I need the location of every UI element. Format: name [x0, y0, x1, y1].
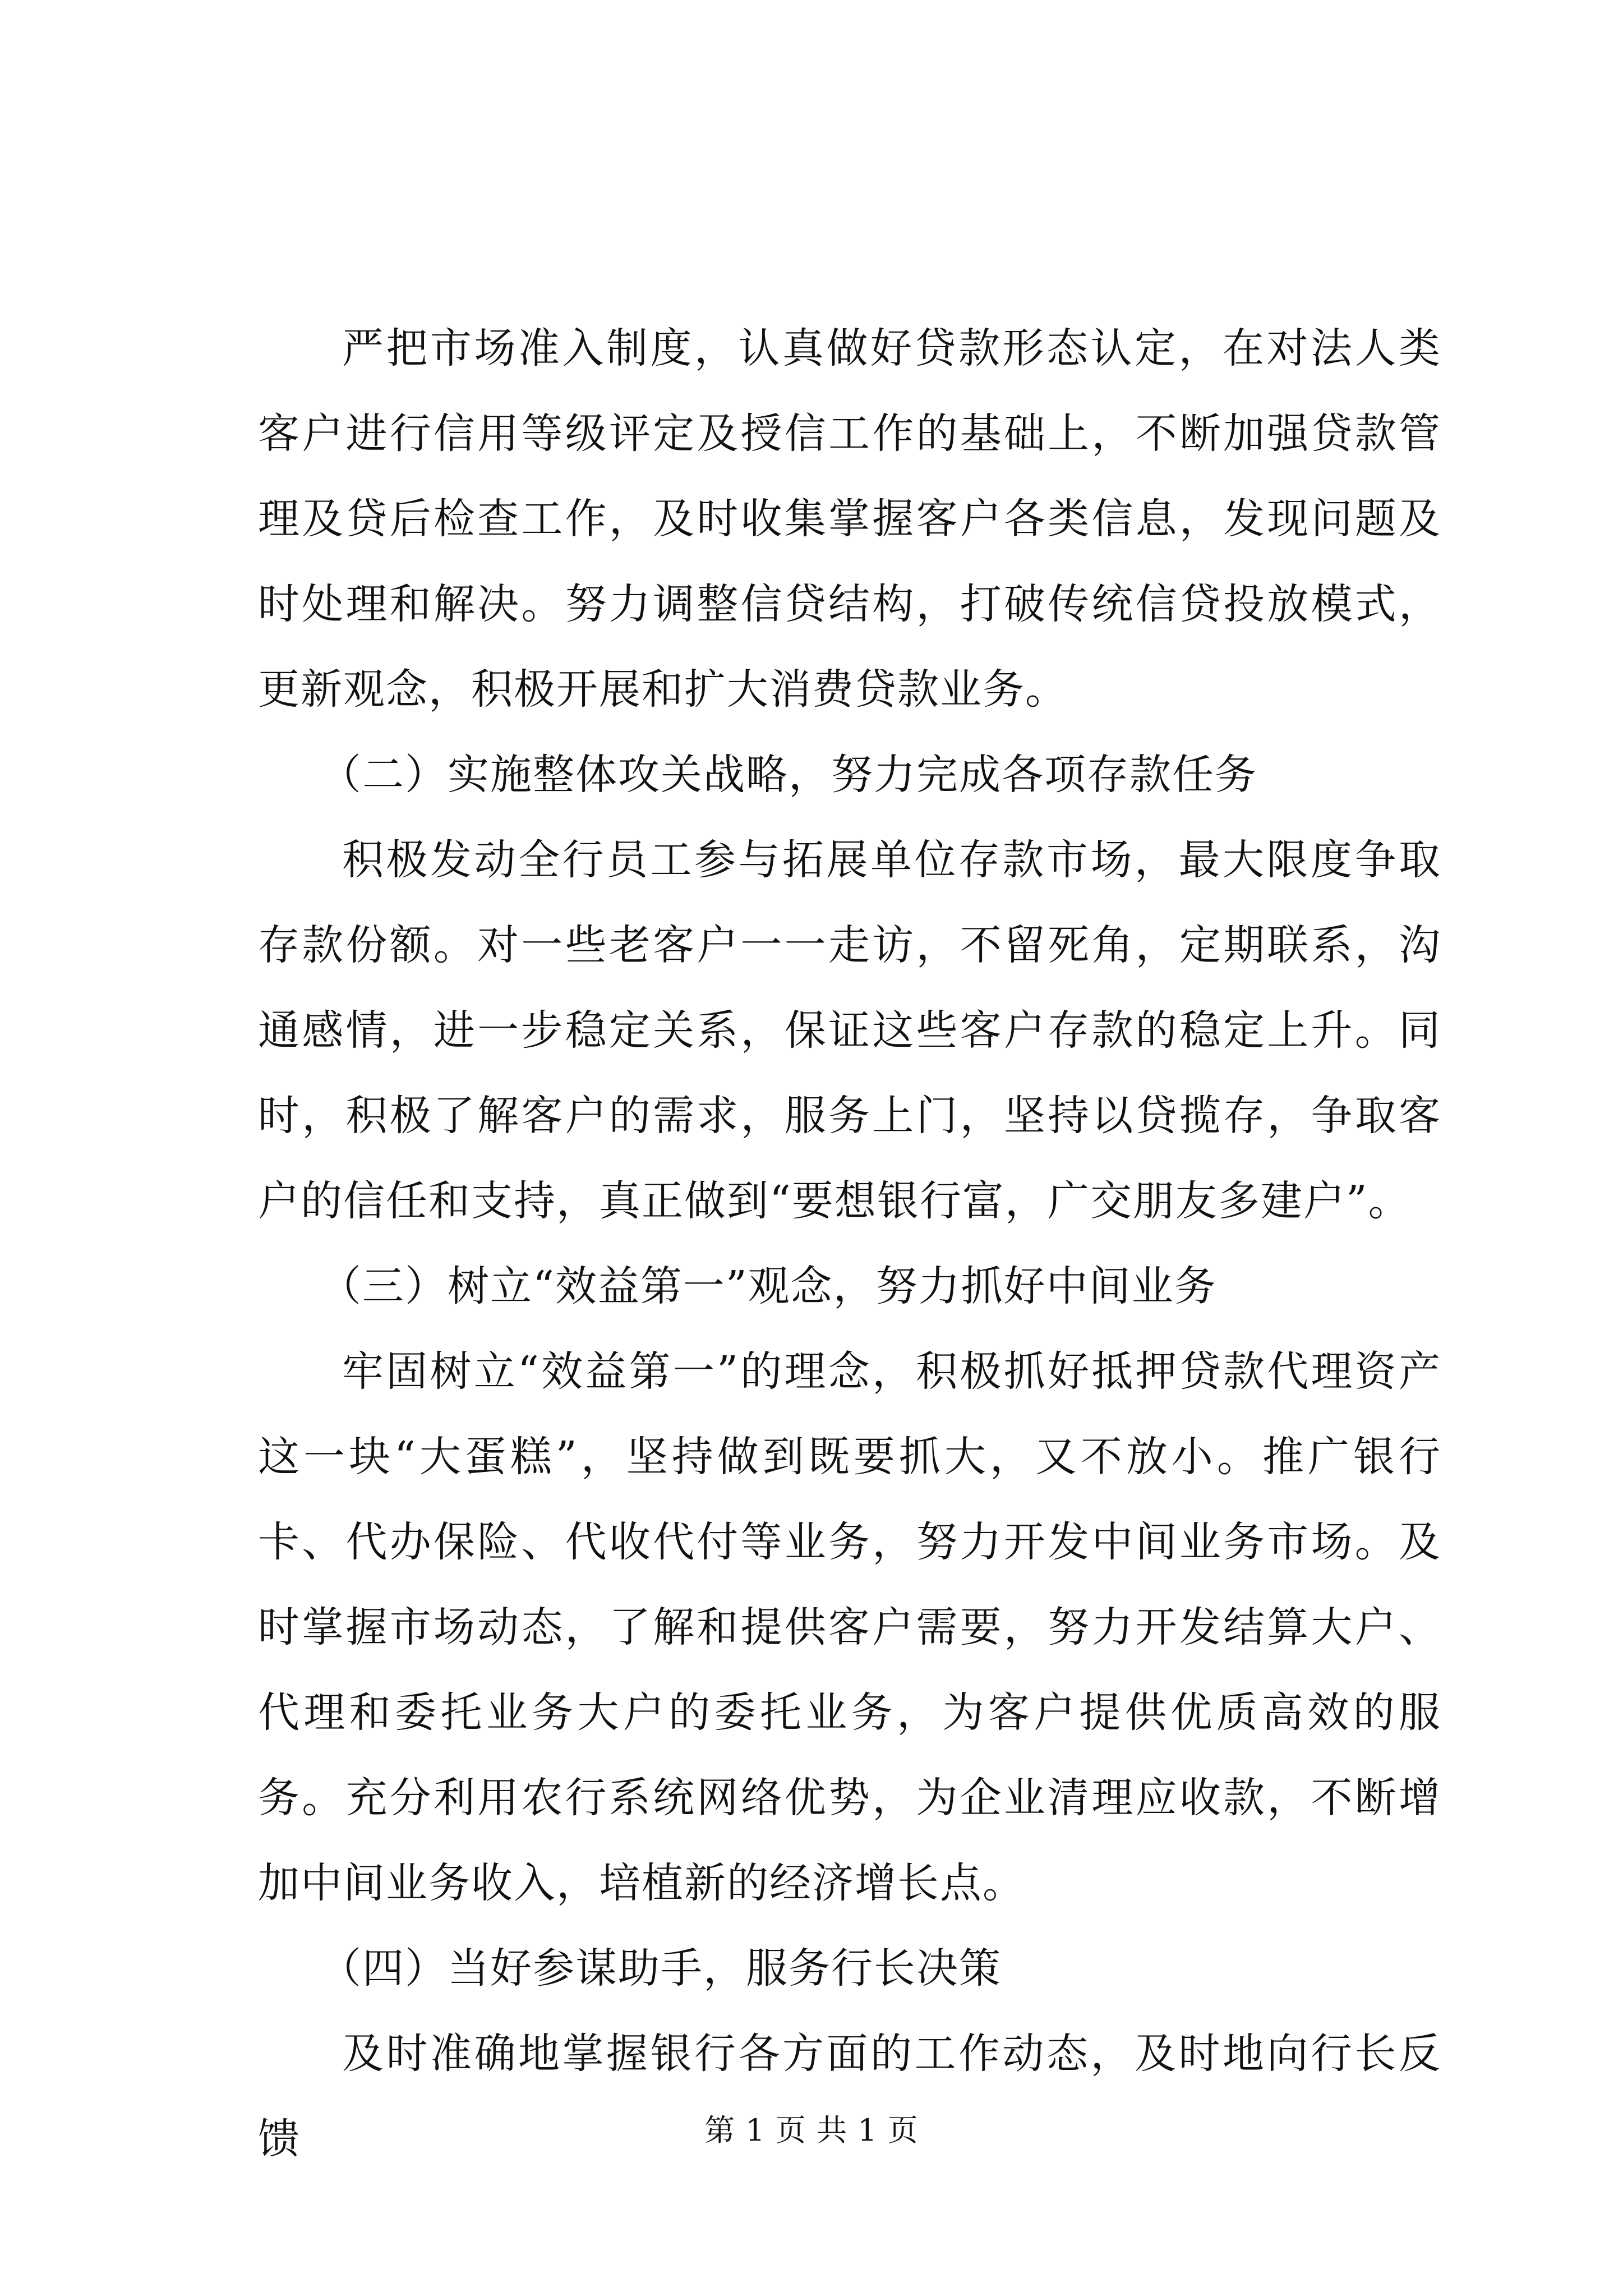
- page-footer: 第 1 页 共 1 页: [704, 2113, 919, 2148]
- section-heading-2: （二）实施整体攻关战略，努力完成各项存款任务: [320, 751, 1257, 799]
- section-heading-4: （四）当好参谋助手，服务行长决策: [320, 1944, 1002, 1993]
- paragraph-advisor: 及时准确地掌握银行各方面的工作动态，及时地向行长反馈: [258, 2030, 1441, 2163]
- paragraph-deposits: 积极发动全行员工参与拓展单位存款市场，最大限度争取存款份额。对一些老客户一一走访，不留死角，定期联系，沟通感情，进一步稳定关系，保证这些客户存款的稳定上升。同时，积极了解客户的需求，服务上门，坚持以贷揽存，争取客户的信任和支持，真正做到“要想银行富，广交朋友多建户”。: [258, 836, 1441, 1225]
- paragraph-intermediate-business: 牢固树立“效益第一”的理念，积极抓好抵押贷款代理资产这一块“大蛋糕”，坚持做到既要抓大，又不放小。推广银行卡、代办保险、代收代付等业务，努力开发中间业务市场。及时掌握市场动态，了解和提供客户需要，努力开发结算大户、代理和委托业务大户的委托业务，为客户提供优质高效的服务。充分利用农行系统网络优势，为企业清理应收款，不断增加中间业务收入，培植新的经济增长点。: [258, 1347, 1441, 1907]
- document-body: [258, 306, 1441, 2182]
- paragraph-credit-management: 严把市场准入制度，认真做好贷款形态认定，在对法人类客户进行信用等级评定及授信工作的基础上，不断加强贷款管理及贷后检查工作，及时收集掌握客户各类信息，发现问题及时处理和解决。努力调整信贷结构，打破传统信贷投放模式，更新观念，积极开展和扩大消费贷款业务。: [258, 324, 1441, 714]
- section-heading-3: （三）树立“效益第一”观念，努力抓好中间业务: [320, 1262, 1217, 1310]
